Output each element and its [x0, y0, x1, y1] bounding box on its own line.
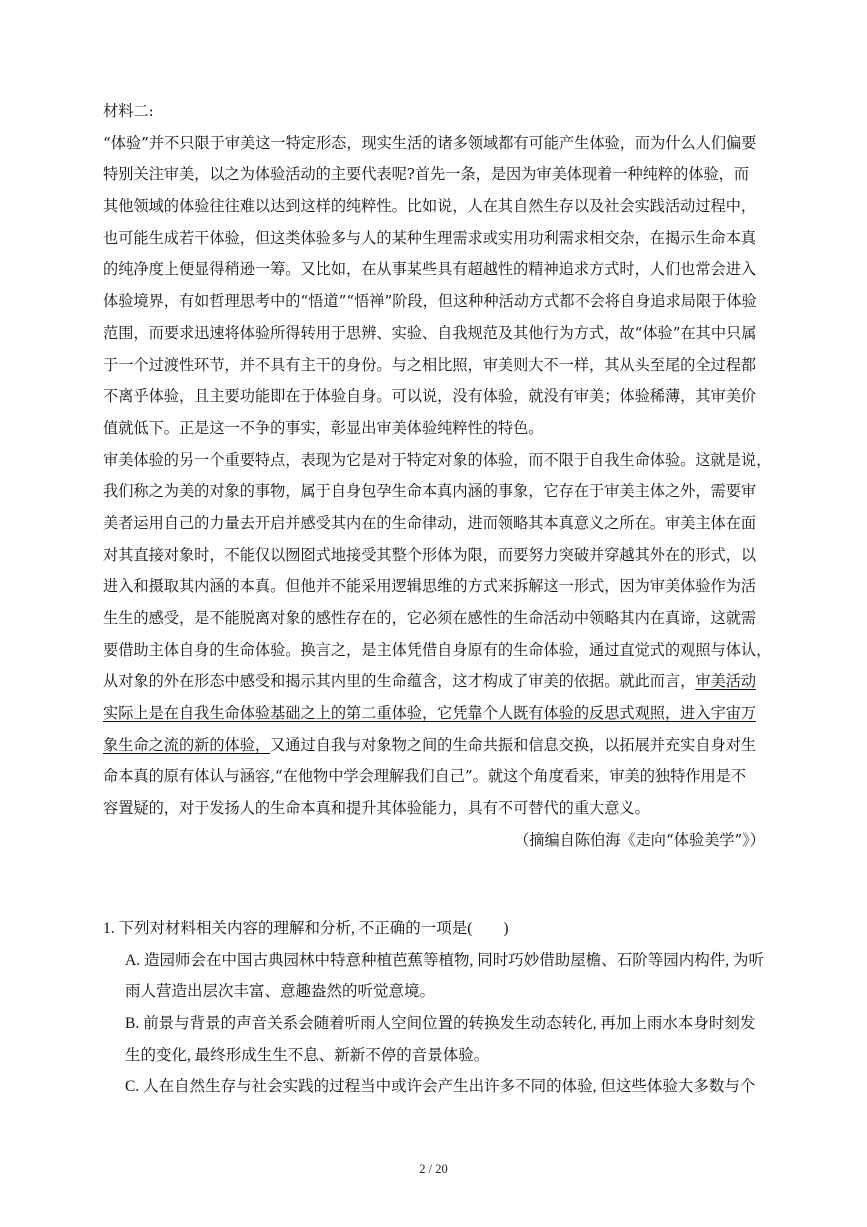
text-line: 审美体验的另一个重要特点，表现为它是对于特定对象的体验，而不限于自我生命体验。这就是说， [103, 450, 772, 469]
text-segment: 又通过自我与对象物之间的生命共振和信息交换，以拓展并充实自身对生 [270, 735, 757, 754]
text-line: 不离乎体验，且主要功能即在于体验自身。可以说，没有体验，就没有审美；体验稀薄，其审美价 [103, 387, 757, 406]
question-1 [103, 913, 765, 1103]
text-line: 其他领域的体验往往难以达到这样的纯粹性。比如说，人在其自然生存以及社会实践活动过程中， [103, 197, 757, 216]
material-heading: 材料二: [103, 102, 154, 120]
text-segment: 从对象的外在形态中感受和揭示其内里的生命蕴含，这才构成了审美的依据。就此而言， [103, 672, 696, 691]
option-c[interactable] [103, 1071, 765, 1103]
question-stem: 1. 下列对材料相关内容的理解和分析, 不正确的一项是( ) [103, 920, 509, 937]
text-line: 值就低下。正是这一不争的事实，彰显出审美体验纯粹性的特色。 [103, 418, 544, 437]
text-line: 命本真的原有体认与涵容,“在他物中学会理解我们自己”。就这个角度看来，审美的独特作用是不 [103, 767, 747, 786]
text-line: 特别关注审美，以之为体验活动的主要代表呢?首先一条，是因为审美体现着一种纯粹的体验，而 [103, 165, 750, 184]
text-line: 我们称之为美的对象的事物，属于自身包孕生命本真内涵的事象，它存在于审美主体之外，需要审 [103, 482, 757, 501]
option-b[interactable] [103, 1008, 765, 1071]
option-a[interactable] [103, 945, 765, 1008]
material-two [103, 96, 772, 857]
option-text: C. 人在自然生存与社会实践的过程当中或许会产生出许多不同的体验, 但这些体验大多数与个 [125, 1078, 756, 1096]
paragraph-2 [103, 445, 772, 825]
page-number: 2 / 20 [419, 1162, 448, 1176]
text-line: 的纯净度上便显得稍逊一筹。又比如，在从事某些具有超越性的精神追求方式时，人们也常会进入 [103, 260, 757, 279]
text-line: 容置疑的，对于发扬人的生命本真和提升其体验能力，具有不可替代的重大意义。 [103, 799, 650, 818]
text-line: “体验”并不只限于审美这一特定形态，现实生活的诸多领域都有可能产生体验，而为什么人们偏要 [103, 133, 757, 152]
text-line: 进入和摄取其内涵的本真。但他并不能采用逻辑思维的方式来拆解这一形式，因为审美体验作为活 [103, 577, 757, 596]
option-text: A. 造园师会在中国古典园林中特意种植芭蕉等植物, 同时巧妙借助屋檐、石阶等园内构件, 为听 [125, 951, 764, 969]
option-text: B. 前景与背景的声音关系会随着听雨人空间位置的转换发生动态转化, 再加上雨水本身时刻发 [125, 1015, 756, 1033]
text-line: 要借助主体自身的生命体验。换言之，是主体凭借自身原有的生命体验，通过直觉式的观照与体认， [103, 640, 772, 659]
text-line: 生生的感受，是不能脱离对象的感性存在的，它必须在感性的生命活动中领略其内在真谛，这就需 [103, 609, 757, 627]
text-line: 对其直接对象时，不能仅以囫囵式地接受其整个形体为限，而要努力突破并穿越其外在的形式，以 [103, 545, 757, 564]
text-line: 美者运用自己的力量去开启并感受其内在的生命律动，进而领略其本真意义之所在。审美主体在面 [103, 513, 757, 532]
source-citation: （摘编自陈伯海《走向“体验美学”》） [514, 830, 765, 849]
text-line [103, 730, 765, 762]
underlined-text: 实际上是在自我生命体验基础之上的第二重体验，它凭靠个人既有体验的反思式观照，进入宇宙万 [103, 704, 757, 723]
paragraph-1 [103, 128, 765, 445]
text-line: 范围，而要求迅速将体验所得转用于思辨、实验、自我规范及其他行为方式，故“体验”在其中只属 [103, 323, 757, 342]
text-line [103, 698, 765, 730]
underlined-text: 审美活动 [695, 672, 757, 691]
underlined-text: 象生命之流的新的体验， [103, 735, 271, 754]
text-line [103, 666, 765, 698]
text-line: 也可能生成若干体验，但这类体验多与人的某种生理需求或实用功利需求相交杂，在揭示生命本真 [103, 228, 757, 247]
option-text: 雨人营造出层次丰富、意趣盎然的听觉意境。 [125, 983, 436, 1001]
text-line: 于一个过渡性环节，并不具有主干的身份。与之相比照，审美则大不一样，其从头至尾的全过程都 [103, 355, 757, 374]
option-text: 生的变化, 最终形成生生不息、新新不停的音景体验。 [125, 1046, 490, 1064]
text-line: 体验境界，有如哲理思考中的“悟道”“悟禅”阶段，但这种种活动方式都不会将自身追求局限于体验 [103, 292, 757, 311]
